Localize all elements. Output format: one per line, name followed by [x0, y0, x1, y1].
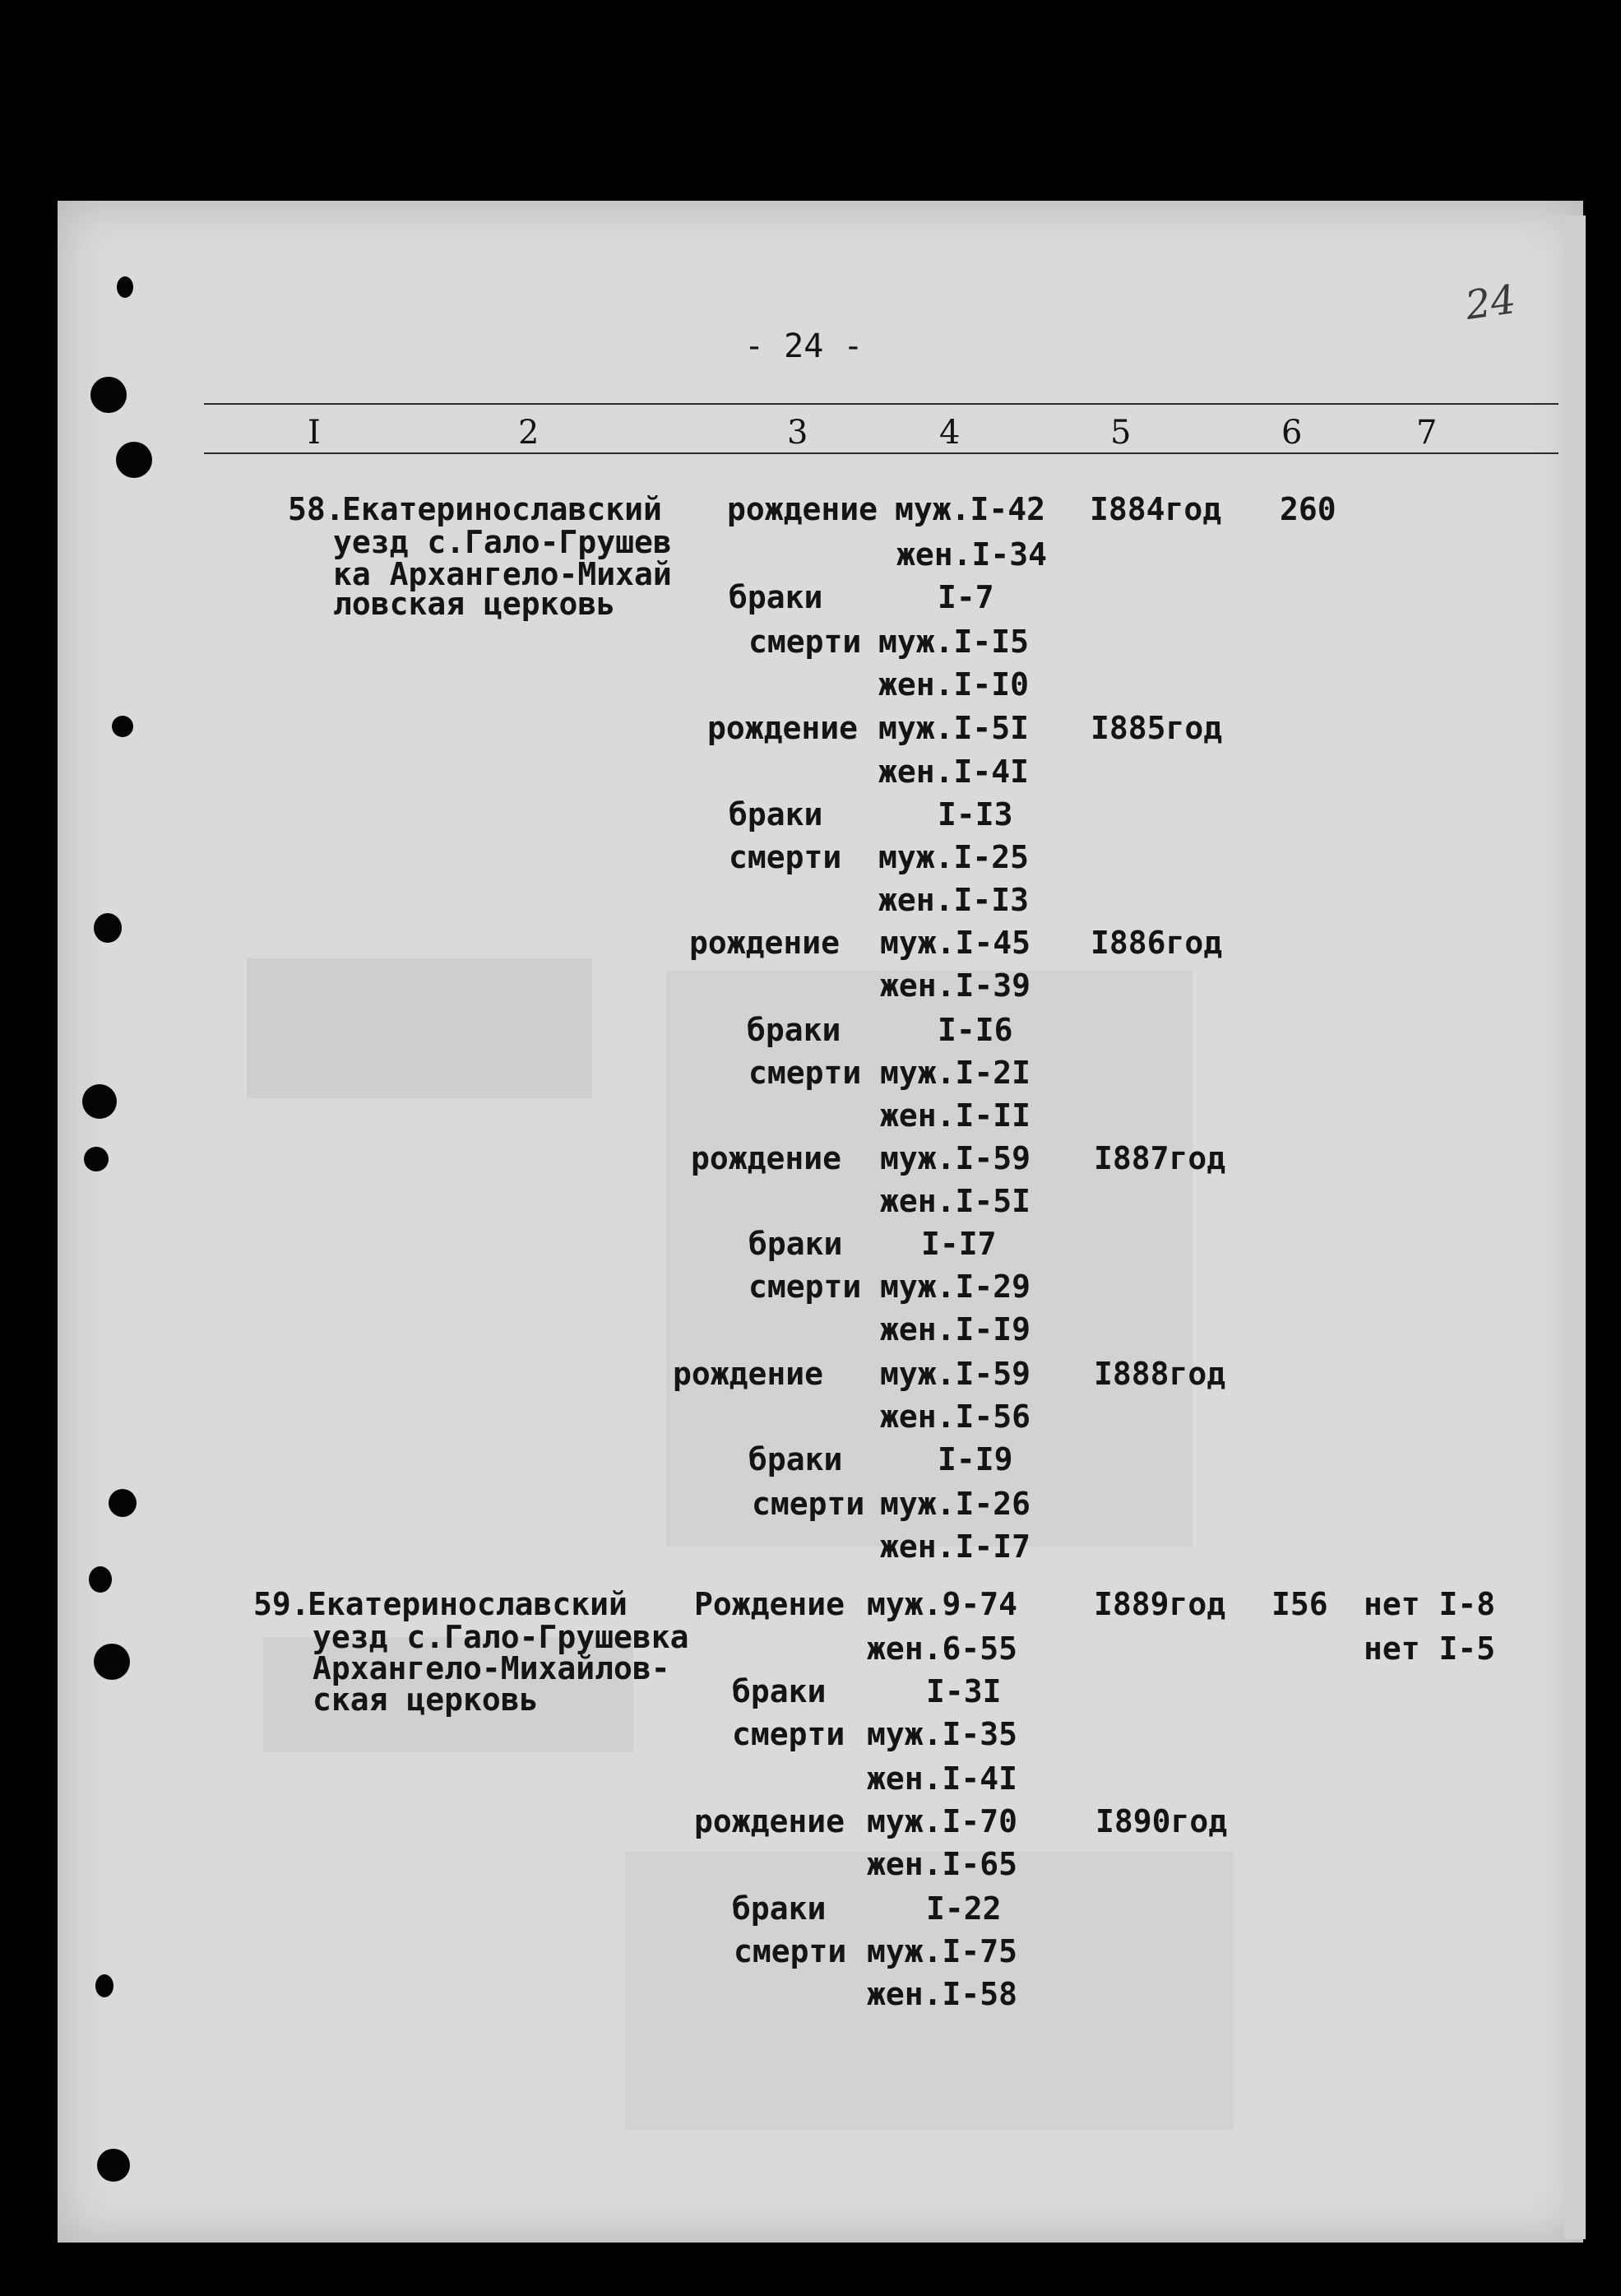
deaths-label: смерти — [732, 1716, 845, 1752]
birth-female: жен.I-65 — [867, 1846, 1018, 1882]
marriages-value: I-22 — [926, 1890, 1002, 1927]
birth-female: жен.I-34 — [896, 536, 1048, 573]
page-number: - 24 - — [744, 327, 864, 365]
deaths-male: муж.I-2I — [880, 1055, 1031, 1091]
place-line: ка Архангело-Михай — [333, 556, 672, 592]
column-header: I — [308, 414, 321, 452]
deaths-female: жен.I-4I — [867, 1760, 1018, 1797]
column-header: 3 — [787, 414, 808, 452]
col6-value: I56 — [1271, 1586, 1328, 1622]
column-header: 6 — [1281, 414, 1303, 452]
column-header: 5 — [1110, 414, 1132, 452]
marriages-label: браки — [729, 796, 823, 833]
punch-hole — [109, 1489, 137, 1517]
birth-label: рождение — [689, 925, 841, 961]
year: I884год — [1090, 491, 1222, 527]
place-line: уезд с.Гало-Грушевка — [313, 1619, 689, 1655]
marriages-value: I-7 — [938, 579, 994, 615]
birth-label: рождение — [694, 1803, 845, 1839]
entry-number: 59. — [253, 1586, 310, 1622]
column-header: 4 — [939, 414, 961, 452]
birth-male: муж.I-59 — [880, 1356, 1031, 1392]
birth-male: муж.I-45 — [880, 925, 1031, 961]
birth-male: муж.I-59 — [880, 1140, 1031, 1176]
punch-hole — [94, 1644, 130, 1680]
year: I887год — [1094, 1140, 1226, 1176]
deaths-male: муж.I-26 — [880, 1486, 1031, 1522]
marriages-label: браки — [747, 1012, 841, 1048]
deaths-label: смерти — [752, 1486, 865, 1522]
year: I886год — [1091, 925, 1223, 961]
place-line: Архангело-Михайлов- — [313, 1650, 670, 1686]
deaths-label: смерти — [748, 1269, 862, 1305]
marriages-label: браки — [748, 1441, 843, 1477]
punch-hole — [90, 377, 127, 413]
deaths-label: смерти — [734, 1933, 847, 1969]
punch-hole — [112, 716, 133, 737]
year: I885год — [1091, 710, 1223, 746]
deaths-label: смерти — [748, 1055, 862, 1091]
birth-label: рождение — [727, 491, 878, 527]
marriages-label: браки — [732, 1673, 827, 1709]
year: I890год — [1095, 1803, 1228, 1839]
deaths-female: жен.I-I0 — [878, 666, 1030, 703]
place-line: ская церковь — [313, 1681, 539, 1718]
header-rule-bottom — [204, 452, 1558, 454]
marriages-value: I-I7 — [921, 1226, 997, 1262]
deaths-female: жен.I-I9 — [880, 1311, 1031, 1347]
marriages-label: браки — [732, 1890, 827, 1927]
deaths-label: смерти — [748, 624, 862, 660]
deaths-female: жен.I-I7 — [880, 1528, 1031, 1565]
marriages-value: I-I6 — [938, 1012, 1013, 1048]
birth-male: муж.9-74 — [867, 1586, 1018, 1622]
place-line: ловская церковь — [333, 586, 616, 622]
deaths-female: жен.I-II — [880, 1097, 1031, 1134]
deaths-male: муж.I-75 — [867, 1933, 1018, 1969]
col7-value: нет I-8 — [1364, 1586, 1496, 1622]
birth-label: рождение — [707, 710, 859, 746]
place-line: уезд с.Гало-Грушев — [333, 524, 672, 560]
punch-hole — [94, 913, 122, 943]
birth-female: жен.I-56 — [880, 1398, 1031, 1435]
birth-label: рождение — [691, 1140, 842, 1176]
place-line: Екатеринославский — [308, 1586, 628, 1622]
page-edge — [1564, 216, 1586, 2239]
handwritten-page-number: 24 — [1462, 276, 1519, 329]
birth-female: жен.I-5I — [880, 1183, 1031, 1219]
col6-value: 260 — [1280, 491, 1336, 527]
punch-hole — [89, 1566, 112, 1593]
deaths-male: муж.I-I5 — [878, 624, 1030, 660]
marriages-value: I-I9 — [938, 1441, 1013, 1477]
marriages-label: браки — [729, 579, 823, 615]
marriages-value: I-I3 — [938, 796, 1013, 833]
punch-hole — [116, 442, 152, 478]
punch-hole — [95, 1974, 113, 1997]
year: I889год — [1094, 1586, 1226, 1622]
entry-number: 58. — [288, 491, 345, 527]
birth-female: жен.6-55 — [867, 1630, 1018, 1667]
deaths-label: смерти — [729, 839, 842, 875]
deaths-male: муж.I-25 — [878, 839, 1030, 875]
deaths-male: муж.I-29 — [880, 1269, 1031, 1305]
birth-male: муж.I-5I — [878, 710, 1030, 746]
marriages-value: I-3I — [926, 1673, 1002, 1709]
bleed-through-mark — [247, 958, 592, 1098]
birth-male: муж.I-42 — [895, 491, 1046, 527]
deaths-male: муж.I-35 — [867, 1716, 1018, 1752]
birth-label: рождение — [673, 1356, 824, 1392]
col7-value: нет I-5 — [1364, 1630, 1496, 1667]
punch-hole — [117, 276, 133, 298]
marriages-label: браки — [748, 1226, 843, 1262]
deaths-female: жен.I-I3 — [878, 882, 1030, 918]
header-rule-top — [204, 403, 1558, 405]
column-header: 7 — [1416, 414, 1438, 452]
birth-label: Рождение — [694, 1586, 845, 1622]
year: I888год — [1094, 1356, 1226, 1392]
column-header: 2 — [518, 414, 540, 452]
deaths-female: жен.I-58 — [867, 1976, 1018, 2012]
punch-hole — [97, 2149, 130, 2182]
birth-male: муж.I-70 — [867, 1803, 1018, 1839]
punch-hole — [82, 1084, 117, 1119]
birth-female: жен.I-4I — [878, 754, 1030, 790]
punch-hole — [84, 1147, 109, 1171]
place-line: Екатеринославский — [342, 491, 662, 527]
birth-female: жен.I-39 — [880, 967, 1031, 1004]
